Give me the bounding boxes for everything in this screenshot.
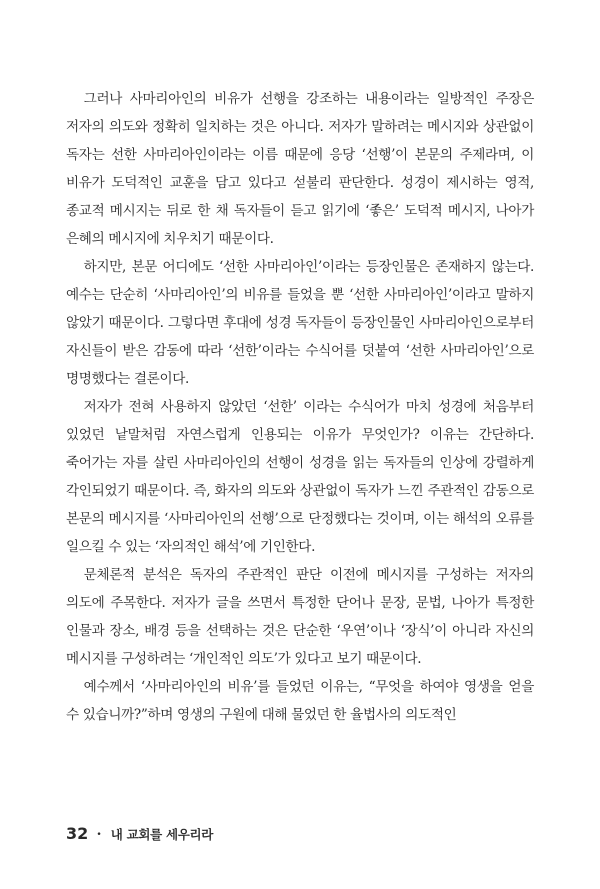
footer-bullet: • — [96, 830, 102, 840]
book-title: 내 교회를 세우리라 — [110, 827, 214, 842]
paragraph: 저자가 전혀 사용하지 않았던 ‘선한’ 이라는 수식어가 마치 성경에 처음부터 있었던 낱말처럼 자연스럽게 인용되는 이유가 무엇인가? 이유는 간단하다. 죽어가는 자를 살린 사마리아인의 선행이 성경을 읽는 독자들의 인상에 강렬하게 각인되었기 때문이다. 즉, 화자의 의도와 상관없이 독자가 느낀 주관적인 감동으로 본문의 메시지를 ‘사마리아인의 선행’으로 단정했다는 것이며, 이는 해석의 오류를 일으킬 수 있는 ‘자의적인 해석’에 기인한다. — [66, 399, 534, 555]
page-number: 32 — [66, 824, 89, 843]
paragraph: 문체론적 분석은 독자의 주관적인 판단 이전에 메시지를 구성하는 저자의 의도에 주목한다. 저자가 글을 쓰면서 특정한 단어나 문장, 문법, 나아가 특정한 인물과 장소, 배경 등을 선택하는 것은 단순한 ‘우연’이나 ‘장식’이 아니라 자신의 메시지를 구성하려는 ‘개인적인 의도’가 있다고 보기 때문이다. — [66, 567, 534, 667]
page-footer — [66, 824, 213, 843]
paragraph: 하지만, 본문 어디에도 ‘선한 사마리아인’이라는 등장인물은 존재하지 않는다. 예수는 단순히 ‘사마리아인’의 비유를 들었을 뿐 ‘선한 사마리아인’이라고 말하지 않았기 때문이다. 그렇다면 후대에 성경 독자들이 등장인물인 사마리아인으로부터 자신들이 받은 감동에 따라 ‘선한’이라는 수식어를 덧붙여 ‘선한 사마리아인’으로 명명했다는 결론이다. — [66, 259, 534, 387]
paragraph: 예수께서 ‘사마리아인의 비유’를 들었던 이유는, “무엇을 하여야 영생을 얻을 수 있습니까?”하며 영생의 구원에 대해 물었던 한 율법사의 의도적인 — [66, 679, 534, 723]
body-text — [66, 85, 534, 729]
paragraph: 그러나 사마리아인의 비유가 선행을 강조하는 내용이라는 일방적인 주장은 저자의 의도와 정확히 일치하는 것은 아니다. 저자가 말하려는 메시지와 상관없이 독자는 선한 사마리아인이라는 이름 때문에 응당 ‘선행’이 본문의 주제라며, 이 비유가 도덕적인 교훈을 담고 있다고 섣불리 판단한다. 성경이 제시하는 영적, 종교적 메시지는 뒤로 한 채 독자들이 듣고 읽기에 ‘좋은’ 도덕적 메시지, 나아가 은혜의 메시지에 치우치기 때문이다. — [66, 91, 534, 247]
